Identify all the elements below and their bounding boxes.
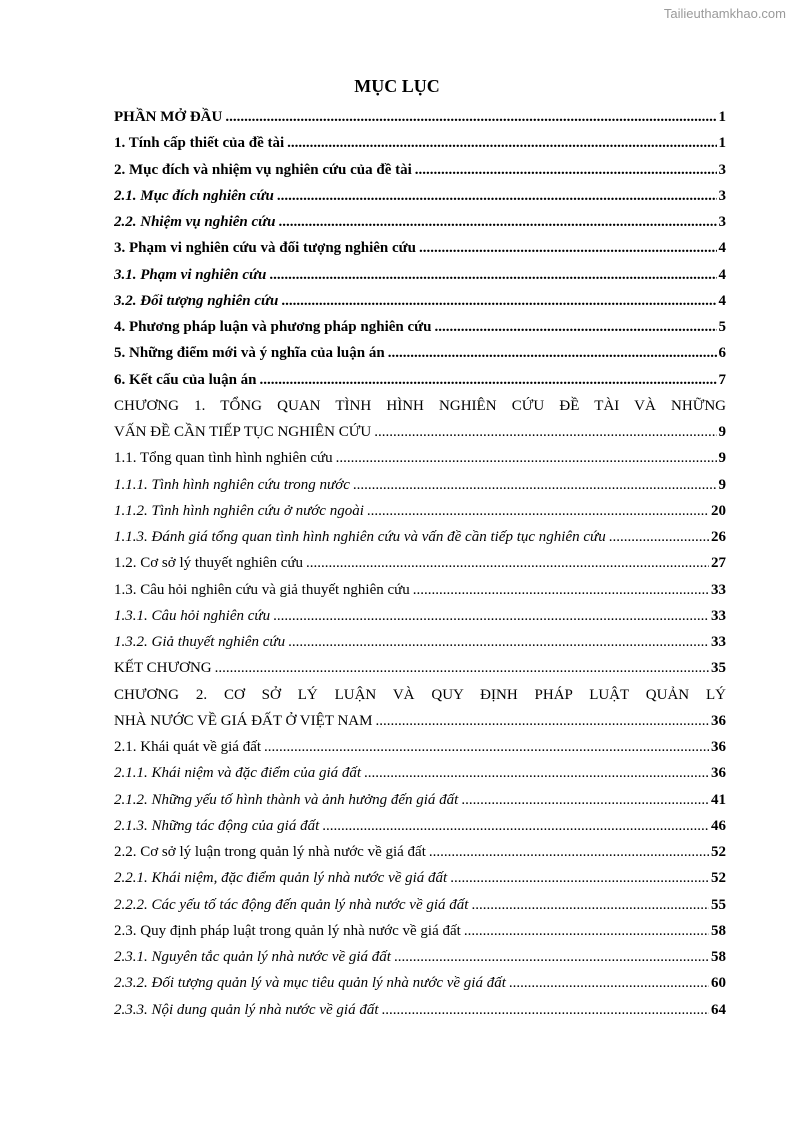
toc-page-number: 3 xyxy=(718,161,726,178)
toc-entry-text: NHÀ NƯỚC VỀ GIÁ ĐẤT Ở VIỆT NAM xyxy=(114,712,373,729)
toc-dot-leader xyxy=(415,157,717,183)
toc-page-number: 1 xyxy=(718,135,726,152)
toc-page-number: 27 xyxy=(711,555,726,572)
toc-dot-leader xyxy=(273,603,709,629)
toc-page-number: 1 xyxy=(718,109,726,125)
toc-entry-text: 2.3.2. Đối tượng quản lý và mục tiêu quản lý nhà nước về giá đất xyxy=(114,975,506,992)
toc-entry-text: 2.1. Mục đích nghiên cứu xyxy=(114,187,274,204)
toc-dot-leader xyxy=(388,340,717,366)
toc-dot-leader xyxy=(215,655,709,681)
toc-page-number: 3 xyxy=(718,214,726,230)
toc-page-number: 64 xyxy=(711,1001,726,1018)
toc-dot-leader xyxy=(509,970,709,996)
toc-entry[interactable] xyxy=(114,787,726,813)
toc-entry-text: PHẦN MỞ ĐẦU xyxy=(114,109,223,125)
toc-entry[interactable] xyxy=(114,918,726,944)
toc-page-number: 33 xyxy=(711,607,726,624)
toc-entry-text: 2.2.1. Khái niệm, đặc điểm quản lý nhà nước về giá đất xyxy=(114,870,448,887)
toc-entry-text: 2.1.3. Những tác động của giá đất xyxy=(114,817,320,834)
toc-entry[interactable] xyxy=(114,944,726,970)
toc-entry[interactable] xyxy=(114,550,726,576)
toc-dot-leader xyxy=(471,892,709,918)
toc-page-number: 58 xyxy=(711,922,726,939)
toc-entry[interactable] xyxy=(114,577,726,603)
toc-dot-leader xyxy=(260,367,717,393)
toc-entry[interactable] xyxy=(114,865,726,891)
toc-entry[interactable] xyxy=(114,708,726,734)
toc-page-number: 52 xyxy=(711,870,726,887)
toc-entry[interactable] xyxy=(114,104,726,130)
toc-entry-text: 2.2. Cơ sở lý luận trong quản lý nhà nước về giá đất xyxy=(114,844,426,860)
toc-dot-leader xyxy=(450,865,709,891)
toc-dot-leader xyxy=(306,550,709,576)
toc-page-number: 58 xyxy=(711,949,726,965)
toc-entry-text: 2.1.1. Khái niệm và đặc điểm của giá đất xyxy=(114,765,362,782)
toc-page-number: 46 xyxy=(711,817,726,834)
page-title: MỤC LỤC xyxy=(354,76,440,96)
toc-page-number: 4 xyxy=(718,292,726,309)
toc-entry[interactable] xyxy=(114,760,726,786)
toc-page-number: 55 xyxy=(711,896,726,913)
toc-page-number: 5 xyxy=(718,319,726,335)
toc-page-number: 33 xyxy=(711,634,726,650)
toc-dot-leader xyxy=(269,262,716,288)
toc-dot-leader xyxy=(353,472,717,498)
toc-entry-text: 1. Tính cấp thiết của đề tài xyxy=(114,135,285,152)
toc-entry-text: 6. Kết cấu của luận án xyxy=(114,371,257,388)
toc-dot-leader xyxy=(419,235,716,261)
toc-entry[interactable] xyxy=(114,314,726,340)
toc-page-number: 7 xyxy=(718,371,726,388)
table-of-contents xyxy=(114,104,726,1023)
toc-dot-leader xyxy=(609,524,709,550)
toc-entry-text: 2.3.1. Nguyên tắc quản lý nhà nước về giá đất xyxy=(114,949,391,965)
toc-dot-leader xyxy=(279,209,717,235)
toc-entry[interactable] xyxy=(114,813,726,839)
toc-dot-leader xyxy=(382,997,710,1023)
toc-dot-leader xyxy=(429,839,709,865)
toc-dot-leader xyxy=(367,498,709,524)
toc-entry-text: 3.1. Phạm vi nghiên cứu xyxy=(114,266,267,283)
toc-dot-leader xyxy=(322,813,709,839)
toc-entry[interactable] xyxy=(114,524,726,550)
toc-entry-text: 1.3.1. Câu hỏi nghiên cứu xyxy=(114,607,271,624)
toc-entry[interactable] xyxy=(114,262,726,288)
toc-dot-leader xyxy=(281,288,716,314)
toc-page-number: 60 xyxy=(711,975,726,992)
toc-entry-text: VẤN ĐỀ CẦN TIẾP TỤC NGHIÊN CỨU xyxy=(114,424,372,440)
toc-entry-text: 1.3. Câu hỏi nghiên cứu và giả thuyết nghiên cứu xyxy=(114,581,410,598)
toc-page-number: 9 xyxy=(718,424,726,440)
toc-page-number: 4 xyxy=(718,240,726,257)
toc-entry-text: 3. Phạm vi nghiên cứu và đối tượng nghiên cứu xyxy=(114,240,417,257)
toc-entry-text: 2.1. Khái quát về giá đất xyxy=(114,739,262,755)
toc-entry[interactable] xyxy=(114,209,726,235)
toc-entry[interactable] xyxy=(114,183,726,209)
toc-entry-text: 2. Mục đích và nhiệm vụ nghiên cứu của đề tài xyxy=(114,161,412,178)
toc-page-number: 26 xyxy=(711,529,726,545)
toc-entry-text: 4. Phương pháp luận và phương pháp nghiên cứu xyxy=(114,319,432,335)
toc-entry-text: KẾT CHƯƠNG xyxy=(114,660,212,677)
toc-entry-text: 1.2. Cơ sở lý thuyết nghiên cứu xyxy=(114,555,303,572)
toc-page-number: 9 xyxy=(718,476,726,493)
toc-entry-text: 1.1.1. Tình hình nghiên cứu trong nước xyxy=(114,476,350,493)
toc-entry-text: 2.2.2. Các yếu tố tác động đến quản lý nhà nước về giá đất xyxy=(114,896,469,913)
toc-page-number: 20 xyxy=(711,502,726,519)
toc-page-number: 33 xyxy=(711,581,726,598)
toc-entry[interactable] xyxy=(114,340,726,366)
toc-dot-leader xyxy=(374,419,716,445)
toc-entry[interactable] xyxy=(114,892,726,918)
toc-dot-leader xyxy=(364,760,709,786)
toc-entry[interactable] xyxy=(114,130,726,156)
toc-entry-text: 1.1.2. Tình hình nghiên cứu ở nước ngoài xyxy=(114,502,364,519)
toc-entry-text: 3.2. Đối tượng nghiên cứu xyxy=(114,292,279,309)
toc-dot-leader xyxy=(435,314,717,340)
toc-entry-text: 1.1. Tổng quan tình hình nghiên cứu xyxy=(114,450,333,467)
toc-page-number: 36 xyxy=(711,765,726,782)
toc-entry-text: 2.1.2. Những yếu tố hình thành và ảnh hưởng đến giá đất xyxy=(114,791,459,808)
toc-page-number: 3 xyxy=(718,187,726,204)
toc-dot-leader xyxy=(336,445,717,471)
toc-entry[interactable] xyxy=(114,445,726,471)
toc-entry[interactable] xyxy=(114,157,726,183)
toc-entry[interactable] xyxy=(114,655,726,681)
toc-dot-leader xyxy=(288,629,709,655)
toc-dot-leader xyxy=(277,183,717,209)
toc-dot-leader xyxy=(394,944,709,970)
toc-entry-heading-line: CHƯƠNG 1. TỔNG QUAN TÌNH HÌNH NGHIÊN CỨU ĐỀ TÀI VÀ NHỮNG xyxy=(114,397,726,414)
toc-page-number: 9 xyxy=(718,450,726,467)
toc-entry-text: 1.3.2. Giả thuyết nghiên cứu xyxy=(114,634,286,650)
toc-entry-text: 5. Những điểm mới và ý nghĩa của luận án xyxy=(114,345,385,362)
toc-page-number: 36 xyxy=(711,739,726,755)
toc-entry-text: 1.1.3. Đánh giá tổng quan tình hình nghiên cứu và vấn đề cần tiếp tục nghiên cứu xyxy=(114,529,606,545)
toc-entry[interactable] xyxy=(114,472,726,498)
toc-entry[interactable] xyxy=(114,288,726,314)
toc-entry[interactable] xyxy=(114,734,726,760)
toc-entry-text: 2.3.3. Nội dung quản lý nhà nước về giá đất xyxy=(114,1001,379,1018)
toc-entry[interactable] xyxy=(114,629,726,655)
toc-page-number: 4 xyxy=(718,266,726,283)
toc-entry-text: 2.3. Quy định pháp luật trong quản lý nhà nước về giá đất xyxy=(114,922,461,939)
toc-page-number: 35 xyxy=(711,660,726,677)
toc-entry[interactable] xyxy=(114,235,726,261)
toc-dot-leader xyxy=(464,918,709,944)
toc-dot-leader xyxy=(413,577,709,603)
toc-dot-leader xyxy=(375,708,709,734)
toc-page-number: 6 xyxy=(718,345,726,362)
toc-entry[interactable] xyxy=(114,498,726,524)
toc-dot-leader xyxy=(461,787,709,813)
toc-entry[interactable] xyxy=(114,997,726,1023)
toc-page-number: 36 xyxy=(711,712,726,729)
toc-entry-text: 2.2. Nhiệm vụ nghiên cứu xyxy=(114,214,276,230)
toc-entry[interactable] xyxy=(114,839,726,865)
toc-entry[interactable] xyxy=(114,367,726,393)
toc-entry[interactable] xyxy=(114,970,726,996)
toc-entry[interactable] xyxy=(114,419,726,445)
toc-page-number: 52 xyxy=(711,844,726,860)
toc-dot-leader xyxy=(287,130,716,156)
toc-entry-heading-line: CHƯƠNG 2. CƠ SỞ LÝ LUẬN VÀ QUY ĐỊNH PHÁP LUẬT QUẢN LÝ xyxy=(114,686,726,703)
toc-page-number: 41 xyxy=(711,791,726,808)
toc-dot-leader xyxy=(264,734,709,760)
watermark: Tailieuthamkhao.com xyxy=(663,6,786,21)
toc-dot-leader xyxy=(225,104,716,130)
toc-entry[interactable] xyxy=(114,603,726,629)
